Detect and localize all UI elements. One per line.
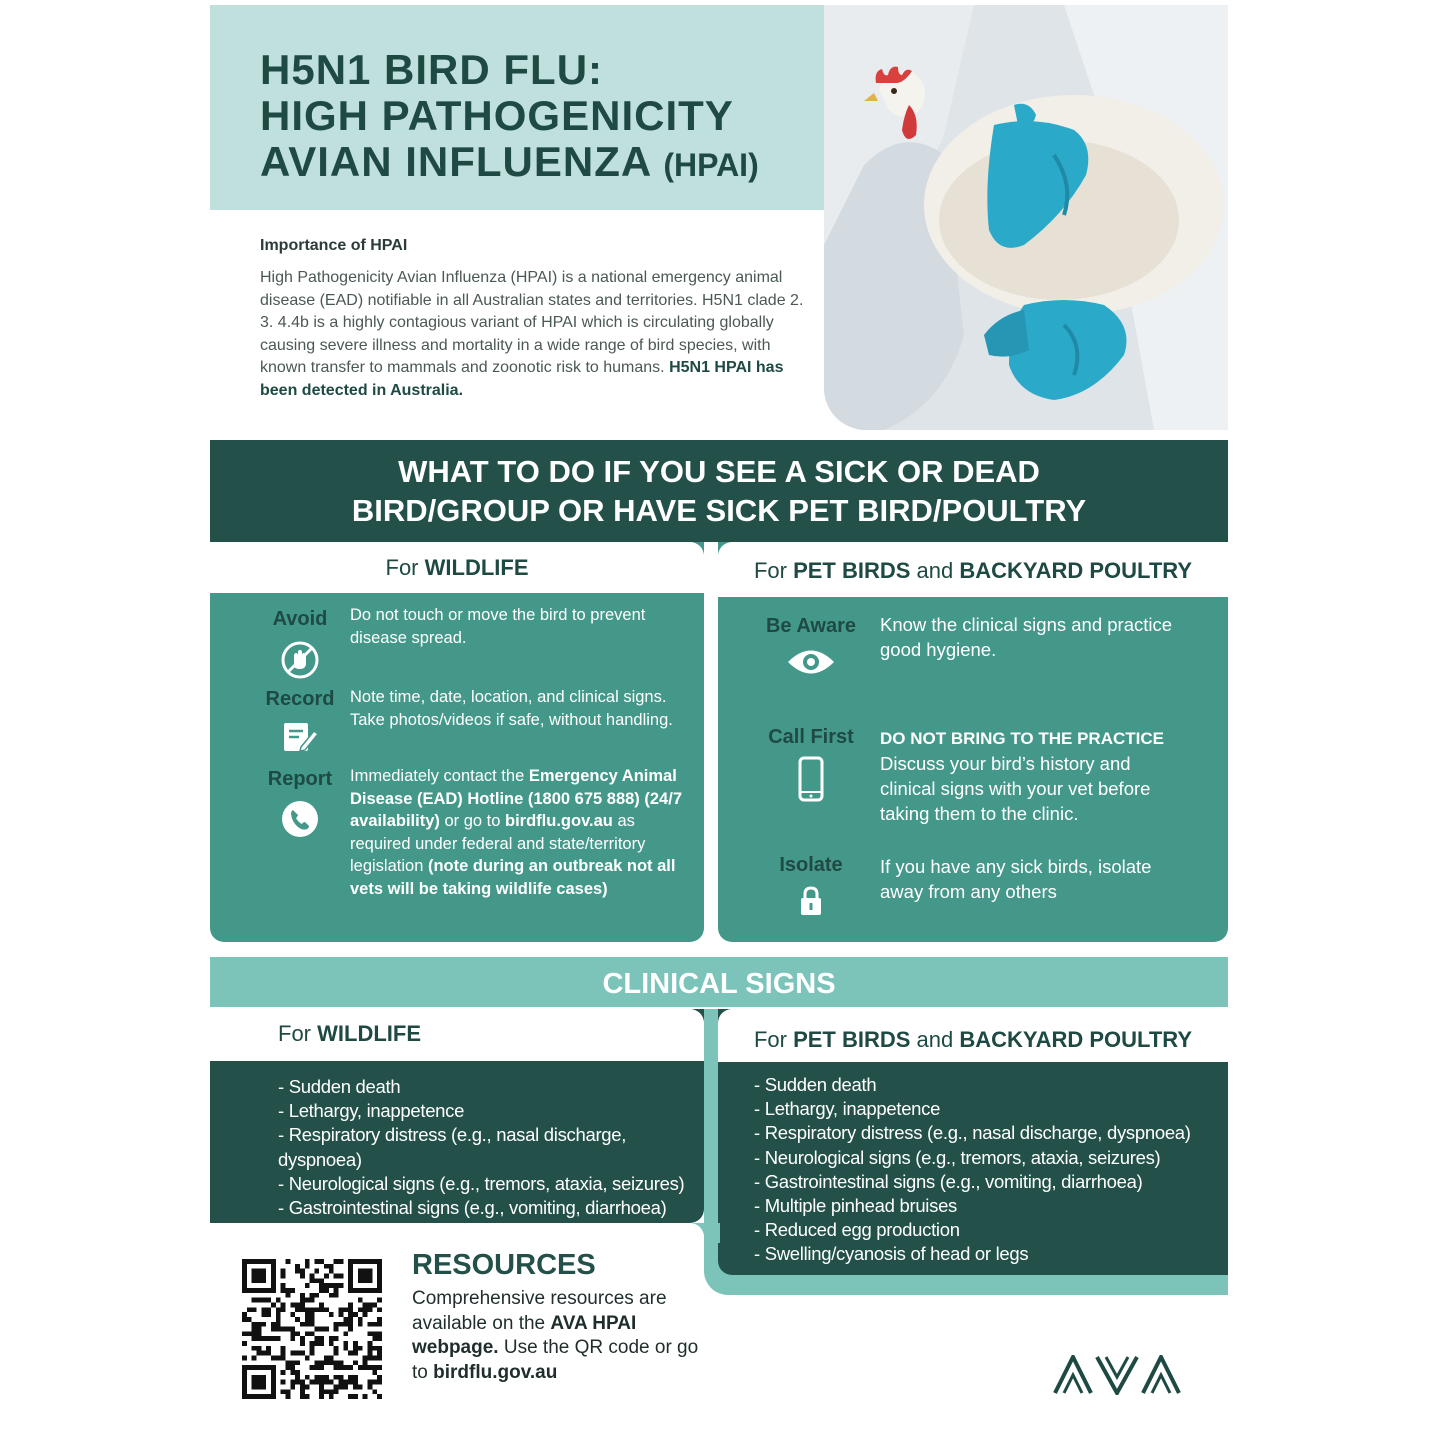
qr-code-graphic xyxy=(242,1259,382,1399)
step-call-first-warning: DO NOT BRING TO THE PRACTICE xyxy=(880,729,1164,748)
pet-signs-heading-prefix: For xyxy=(753,1027,794,1052)
list-item: - Sudden death xyxy=(278,1076,401,1097)
pet-actions-heading-bold-1: PET BIRDS xyxy=(793,558,911,583)
ava-logo xyxy=(1053,1355,1181,1395)
resources-tab-surface xyxy=(210,1223,704,1243)
step-report-text-c: or go to xyxy=(439,812,505,830)
list-item: - Respiratory distress (e.g., nasal discharge, dyspnoea) xyxy=(278,1124,627,1170)
chicken-photo-illustration xyxy=(824,5,1228,430)
wildlife-signs-heading xyxy=(210,1009,704,1061)
wildlife-signs-list xyxy=(278,1075,704,1244)
list-item: - Gastrointestinal signs (e.g., vomiting, diarrhoea) xyxy=(278,1197,667,1219)
chicken-photo xyxy=(824,5,1228,430)
pet-signs-heading-mid: and xyxy=(910,1027,960,1052)
banner-line-2: BIRD/GROUP OR HAVE SICK PET BIRD/POULTRY xyxy=(351,493,1087,528)
clinical-signs-title: CLINICAL SIGNS xyxy=(210,957,1228,1007)
notepad-icon xyxy=(281,719,319,760)
list-item: - Lethargy, inappetence xyxy=(278,1100,465,1122)
mobile-phone-icon xyxy=(798,756,824,807)
resources-text-c: Use the QR code or go to xyxy=(412,1337,699,1383)
wildlife-actions-heading xyxy=(210,542,704,593)
list-item: - Sudden death xyxy=(754,1074,877,1095)
pet-actions-panel xyxy=(718,542,1228,942)
pet-signs-frame xyxy=(704,1009,1228,1295)
action-banner xyxy=(210,440,1228,542)
resources-title: RESOURCES xyxy=(412,1249,596,1281)
pet-actions-heading-prefix: For xyxy=(753,558,794,583)
pet-actions-heading-bold-2: BACKYARD POULTRY xyxy=(959,558,1193,583)
pet-signs-heading-bold-2: BACKYARD POULTRY xyxy=(959,1027,1193,1052)
pet-signs-heading xyxy=(718,1009,1228,1062)
pet-actions-heading xyxy=(718,542,1228,597)
wildlife-actions-panel xyxy=(210,542,704,942)
list-item: - Lethargy, inappetence xyxy=(754,1098,941,1120)
step-call-first-label: Call First xyxy=(768,726,854,748)
hand-stop-icon xyxy=(281,641,319,684)
phone-icon xyxy=(281,800,319,843)
list-item: - Neurological signs (e.g., tremors, ataxia, seizures) xyxy=(278,1172,685,1194)
intro-body xyxy=(260,267,805,402)
step-report-note: (note during an outbreak not all vets will be taking wildlife cases) xyxy=(350,857,676,898)
pet-signs-panel xyxy=(718,1009,1228,1275)
title-line-1: H5N1 BIRD FLU: xyxy=(260,46,604,93)
title-abbrev: (HPAI) xyxy=(663,147,759,183)
wildlife-actions-heading-bold: WILDLIFE xyxy=(424,555,529,580)
title-line-2: HIGH PATHOGENICITY xyxy=(260,92,734,139)
wildlife-signs-panel xyxy=(210,1009,704,1223)
resources-text-a: Comprehensive resources are available on the xyxy=(412,1288,667,1334)
title-line-3 xyxy=(260,139,824,188)
step-be-aware-text: Know the clinical signs and practice good hygiene. xyxy=(880,614,1173,660)
wildlife-signs-heading-prefix: For xyxy=(278,1021,318,1046)
resources-website-link[interactable]: birdflu.gov.au xyxy=(433,1361,558,1383)
intro-body-text: High Pathogenicity Avian Influenza (HPAI) is a national emergency animal disease (EAD) notifiable in all Australian states and territories. H5N1 clade 2. 3. 4.4b is a highly contagious variant of HPAI which is circulating globally causing severe illness and mortality in a wide range of bird species, with known transfer to mammals and zoonotic risk to humans. xyxy=(260,269,804,376)
step-call-first-body: Discuss your bird’s history and clinical signs with your vet before taking them to the clinic. xyxy=(880,753,1151,824)
step-avoid-text: Do not touch or move the bird to prevent disease spread. xyxy=(350,606,646,647)
list-item: - Gastrointestinal signs (e.g., vomiting, diarrhoea) xyxy=(754,1170,1143,1192)
step-isolate-label: Isolate xyxy=(779,854,843,876)
wildlife-signs-heading-bold: WILDLIFE xyxy=(317,1021,421,1046)
list-item: - Respiratory distress (e.g., nasal discharge, dyspnoea) xyxy=(754,1122,1191,1144)
step-report-text-a: Immediately contact the xyxy=(350,767,529,785)
step-record-label: Record xyxy=(265,688,335,710)
list-item: - Neurological signs (e.g., tremors, ataxia, seizures) xyxy=(754,1146,1161,1168)
step-isolate-text: If you have any sick birds, isolate away from any others xyxy=(880,856,1152,902)
banner-line-1: WHAT TO DO IF YOU SEE A SICK OR DEAD xyxy=(398,454,1040,489)
poster xyxy=(210,5,1228,1440)
list-item: - Reduced egg production xyxy=(754,1219,960,1241)
eye-icon xyxy=(786,647,836,682)
step-report-hotline: Emergency Animal Disease (EAD) Hotline (1800 675 888) (24/7 availability) xyxy=(350,767,682,830)
list-item: - Multiple pinhead bruises xyxy=(754,1195,958,1217)
title-line-3-text: AVIAN INFLUENZA xyxy=(260,138,651,185)
pet-signs-heading-bold-1: PET BIRDS xyxy=(793,1027,911,1052)
title-block xyxy=(210,5,824,210)
resources-text xyxy=(412,1287,712,1385)
intro-heading: Importance of HPAI xyxy=(260,237,408,254)
intro-body-bold: H5N1 HPAI has been detected in Australia. xyxy=(260,359,784,399)
step-report-label: Report xyxy=(267,768,333,790)
step-call-first-text xyxy=(880,726,1180,826)
pet-actions-heading-mid: and xyxy=(910,558,960,583)
padlock-icon xyxy=(799,885,823,922)
qr-code-icon[interactable] xyxy=(242,1259,382,1399)
step-be-aware-label: Be Aware xyxy=(765,615,857,637)
step-record-text: Note time, date, location, and clinical signs. Take photos/videos if safe, without handling. xyxy=(350,688,673,729)
pet-signs-list xyxy=(754,1073,1191,1267)
ava-logo-mark xyxy=(1053,1355,1181,1395)
resources-webpage-link[interactable]: AVA HPAI webpage. xyxy=(412,1312,637,1358)
step-avoid-label: Avoid xyxy=(272,608,328,630)
intro-section xyxy=(260,237,805,402)
list-item: - Swelling/cyanosis of head or legs xyxy=(754,1243,1029,1265)
step-report-website[interactable]: birdflu.gov.au xyxy=(505,812,613,830)
step-report-text xyxy=(350,765,695,900)
wildlife-actions-heading-prefix: For xyxy=(385,555,425,580)
step-report-text-e: as required under federal and state/territory legislation xyxy=(350,812,646,875)
